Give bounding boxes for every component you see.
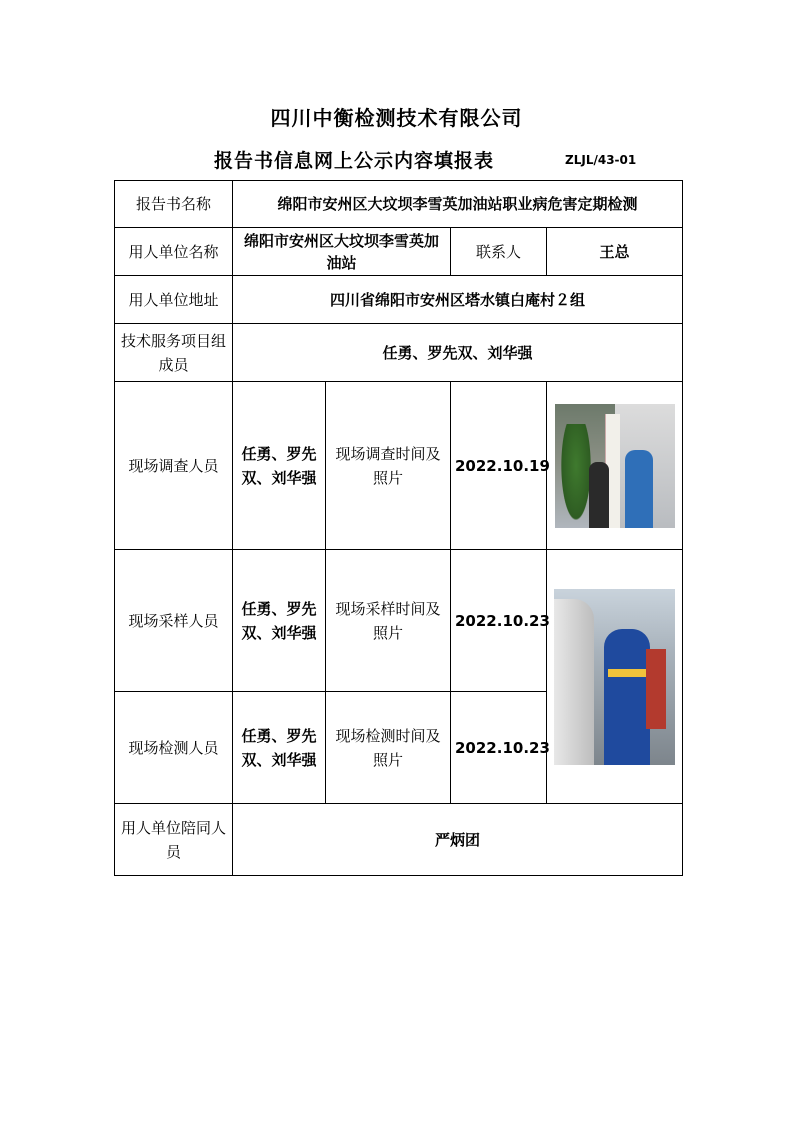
contact-label: 联系人	[451, 228, 547, 276]
service-members-value: 任勇、罗先双、刘华强	[233, 324, 683, 382]
survey-photo-cell	[547, 382, 683, 550]
employer-name-label: 用人单位名称	[115, 228, 233, 276]
testing-date: 2022.10.23	[451, 692, 547, 804]
testing-label: 现场检测人员	[115, 692, 233, 804]
survey-label: 现场调查人员	[115, 382, 233, 550]
report-name-label: 报告书名称	[115, 181, 233, 228]
row-employer-address	[115, 276, 683, 324]
sampling-persons: 任勇、罗先双、刘华强	[233, 550, 326, 692]
sampling-time-label: 现场采样时间及照片	[326, 550, 451, 692]
survey-date: 2022.10.19	[451, 382, 547, 550]
survey-photo	[555, 404, 675, 528]
sampling-photo	[554, 589, 675, 765]
form-code: ZLJL/43-01	[565, 153, 637, 167]
survey-persons: 任勇、罗先双、刘华强	[233, 382, 326, 550]
escort-label: 用人单位陪同人员	[115, 804, 233, 876]
row-sampling	[115, 550, 683, 692]
service-members-label: 技术服务项目组成员	[115, 324, 233, 382]
company-title: 四川中衡检测技术有限公司	[270, 106, 523, 130]
report-table	[114, 180, 683, 876]
testing-time-label: 现场检测时间及照片	[326, 692, 451, 804]
report-name-value: 绵阳市安州区大坟坝李雪英加油站职业病危害定期检测	[233, 181, 683, 228]
sampling-testing-photo-cell	[547, 550, 683, 804]
employer-name-value: 绵阳市安州区大坟坝李雪英加油站	[233, 228, 451, 276]
survey-time-label: 现场调查时间及照片	[326, 382, 451, 550]
employer-address-value: 四川省绵阳市安州区塔水镇白庵村２组	[233, 276, 683, 324]
form-title: 报告书信息网上公示内容填报表	[214, 150, 495, 172]
sampling-date: 2022.10.23	[451, 550, 547, 692]
employer-address-label: 用人单位地址	[115, 276, 233, 324]
row-survey	[115, 382, 683, 550]
escort-value: 严炳团	[233, 804, 683, 876]
sampling-label: 现场采样人员	[115, 550, 233, 692]
contact-value: 王总	[547, 228, 683, 276]
row-service-members	[115, 324, 683, 382]
row-escort	[115, 804, 683, 876]
row-report-name	[115, 181, 683, 228]
row-employer-name	[115, 228, 683, 276]
testing-persons: 任勇、罗先双、刘华强	[233, 692, 326, 804]
